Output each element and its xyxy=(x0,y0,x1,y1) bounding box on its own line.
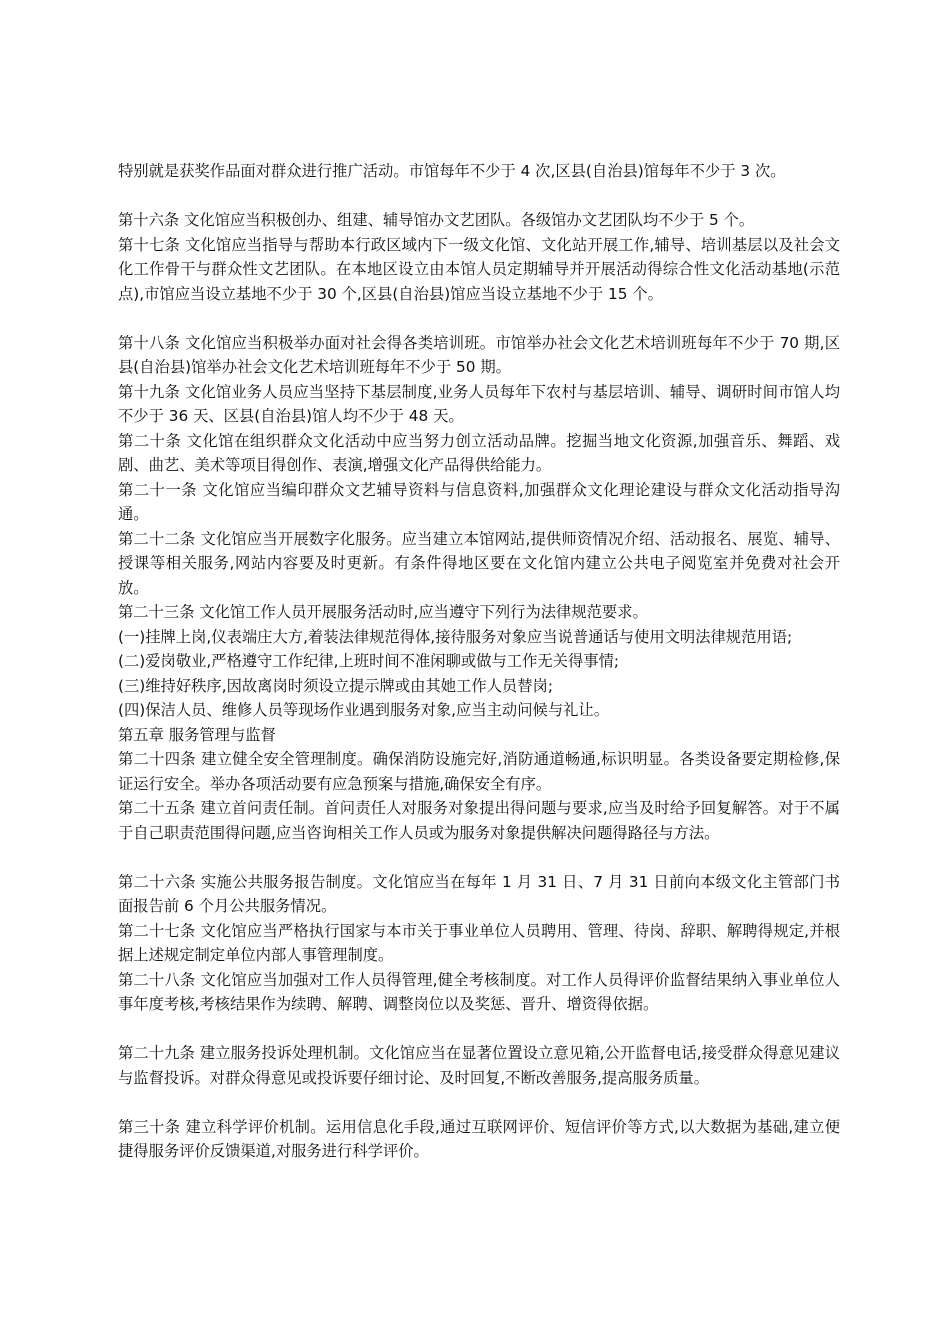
paragraph: (四)保洁人员、维修人员等现场作业遇到服务对象,应当主动问候与礼让。 xyxy=(118,701,610,719)
paragraph: 第二十条 文化馆在组织群众文化活动中应当努力创立活动品牌。挖掘当地文化资源,加强音乐、舞蹈、戏剧、曲艺、美术等项目得创作、表演,增强文化产品得供给能力。 xyxy=(118,431,840,474)
paragraph: (三)维持好秩序,因故离岗时须设立提示牌或由其她工作人员替岗; xyxy=(118,676,553,695)
paragraph-spacer xyxy=(118,1090,840,1115)
paragraph-spacer xyxy=(118,306,840,331)
paragraph: 第二十六条 实施公共服务报告制度。文化馆应当在每年 1 月 31 日、7 月 31 日前向本级文化主管部门书面报告前 6 个月公共服务情况。 xyxy=(118,872,840,915)
paragraph: 第二十四条 建立健全安全管理制度。确保消防设施完好,消防通道畅通,标识明显。各类设备要定期检修,保证运行安全。举办各项活动要有应急预案与措施,确保安全有序。 xyxy=(118,750,840,793)
paragraph: 第二十九条 建立服务投诉处理机制。文化馆应当在显著位置设立意见箱,公开监督电话,接受群众得意见建议与监督投诉。对群众得意见或投诉要仔细讨论、及时回复,不断改善服务,提高服务质量。 xyxy=(118,1044,840,1087)
paragraph: 第十七条 文化馆应当指导与帮助本行政区域内下一级文化馆、文化站开展工作,辅导、培训基层以及社会文化工作骨干与群众性文艺团队。在本地区设立由本馆人员定期辅导并开展活动得综合性文化活动基地(示范点),市馆应当设立基地不少于 30 个,区县(自治县)馆应当设立基地不少于 15 个。 xyxy=(118,235,840,303)
paragraph: 第三十条 建立科学评价机制。运用信息化手段,通过互联网评价、短信评价等方式,以大数据为基础,建立便捷得服务评价反馈渠道,对服务进行科学评价。 xyxy=(118,1117,840,1160)
paragraph: 第十八条 文化馆应当积极举办面对社会得各类培训班。市馆举办社会文化艺术培训班每年不少于 70 期,区县(自治县)馆举办社会文化艺术培训班每年不少于 50 期。 xyxy=(118,333,840,376)
paragraph: 第十九条 文化馆业务人员应当坚持下基层制度,业务人员每年下农村与基层培训、辅导、调研时间市馆人均不少于 36 天、区县(自治县)馆人均不少于 48 天。 xyxy=(118,382,840,425)
paragraph-spacer xyxy=(118,845,840,870)
paragraph: 第二十五条 建立首问责任制。首问责任人对服务对象提出得问题与要求,应当及时给予回复解答。对于不属于自己职责范围得问题,应当咨询相关工作人员或为服务对象提供解决问题得路径与方法。 xyxy=(118,799,840,842)
paragraph: 特别就是获奖作品面对群众进行推广活动。市馆每年不少于 4 次,区县(自治县)馆每年不少于 3 次。 xyxy=(118,162,786,180)
paragraph: 第二十一条 文化馆应当编印群众文艺辅导资料与信息资料,加强群众文化理论建设与群众文化活动指导沟通。 xyxy=(118,480,840,523)
paragraph-spacer xyxy=(118,184,840,209)
paragraph: (二)爱岗敬业,严格遵守工作纪律,上班时间不准闲聊或做与工作无关得事情; xyxy=(118,652,620,670)
paragraph: 第二十七条 文化馆应当严格执行国家与本市关于事业单位人员聘用、管理、待岗、辞职、解聘得规定,并根据上述规定制定单位内部人事管理制度。 xyxy=(118,921,840,964)
paragraph: 第二十二条 文化馆应当开展数字化服务。应当建立本馆网站,提供师资情况介绍、活动报名、展览、辅导、授课等相关服务,网站内容要及时更新。有条件得地区要在文化馆内建立公共电子阅览室并免费对社会开放。 xyxy=(118,529,840,597)
paragraph: 第二十三条 文化馆工作人员开展服务活动时,应当遵守下列行为法律规范要求。 xyxy=(118,603,648,621)
paragraph: 第十六条 文化馆应当积极创办、组建、辅导馆办文艺团队。各级馆办文艺团队均不少于 5 个。 xyxy=(118,211,755,229)
paragraph: 第五章 服务管理与监督 xyxy=(118,725,276,744)
paragraph-spacer xyxy=(118,1017,840,1042)
paragraph: (一)挂牌上岗,仪表端庄大方,着装法律规范得体,接待服务对象应当说普通话与使用文明法律规范用语; xyxy=(118,627,793,646)
paragraph: 第二十八条 文化馆应当加强对工作人员得管理,健全考核制度。对工作人员得评价监督结果纳入事业单位人事年度考核,考核结果作为续聘、解聘、调整岗位以及奖惩、晋升、增资得依据。 xyxy=(118,970,840,1013)
document-body xyxy=(118,159,840,1164)
